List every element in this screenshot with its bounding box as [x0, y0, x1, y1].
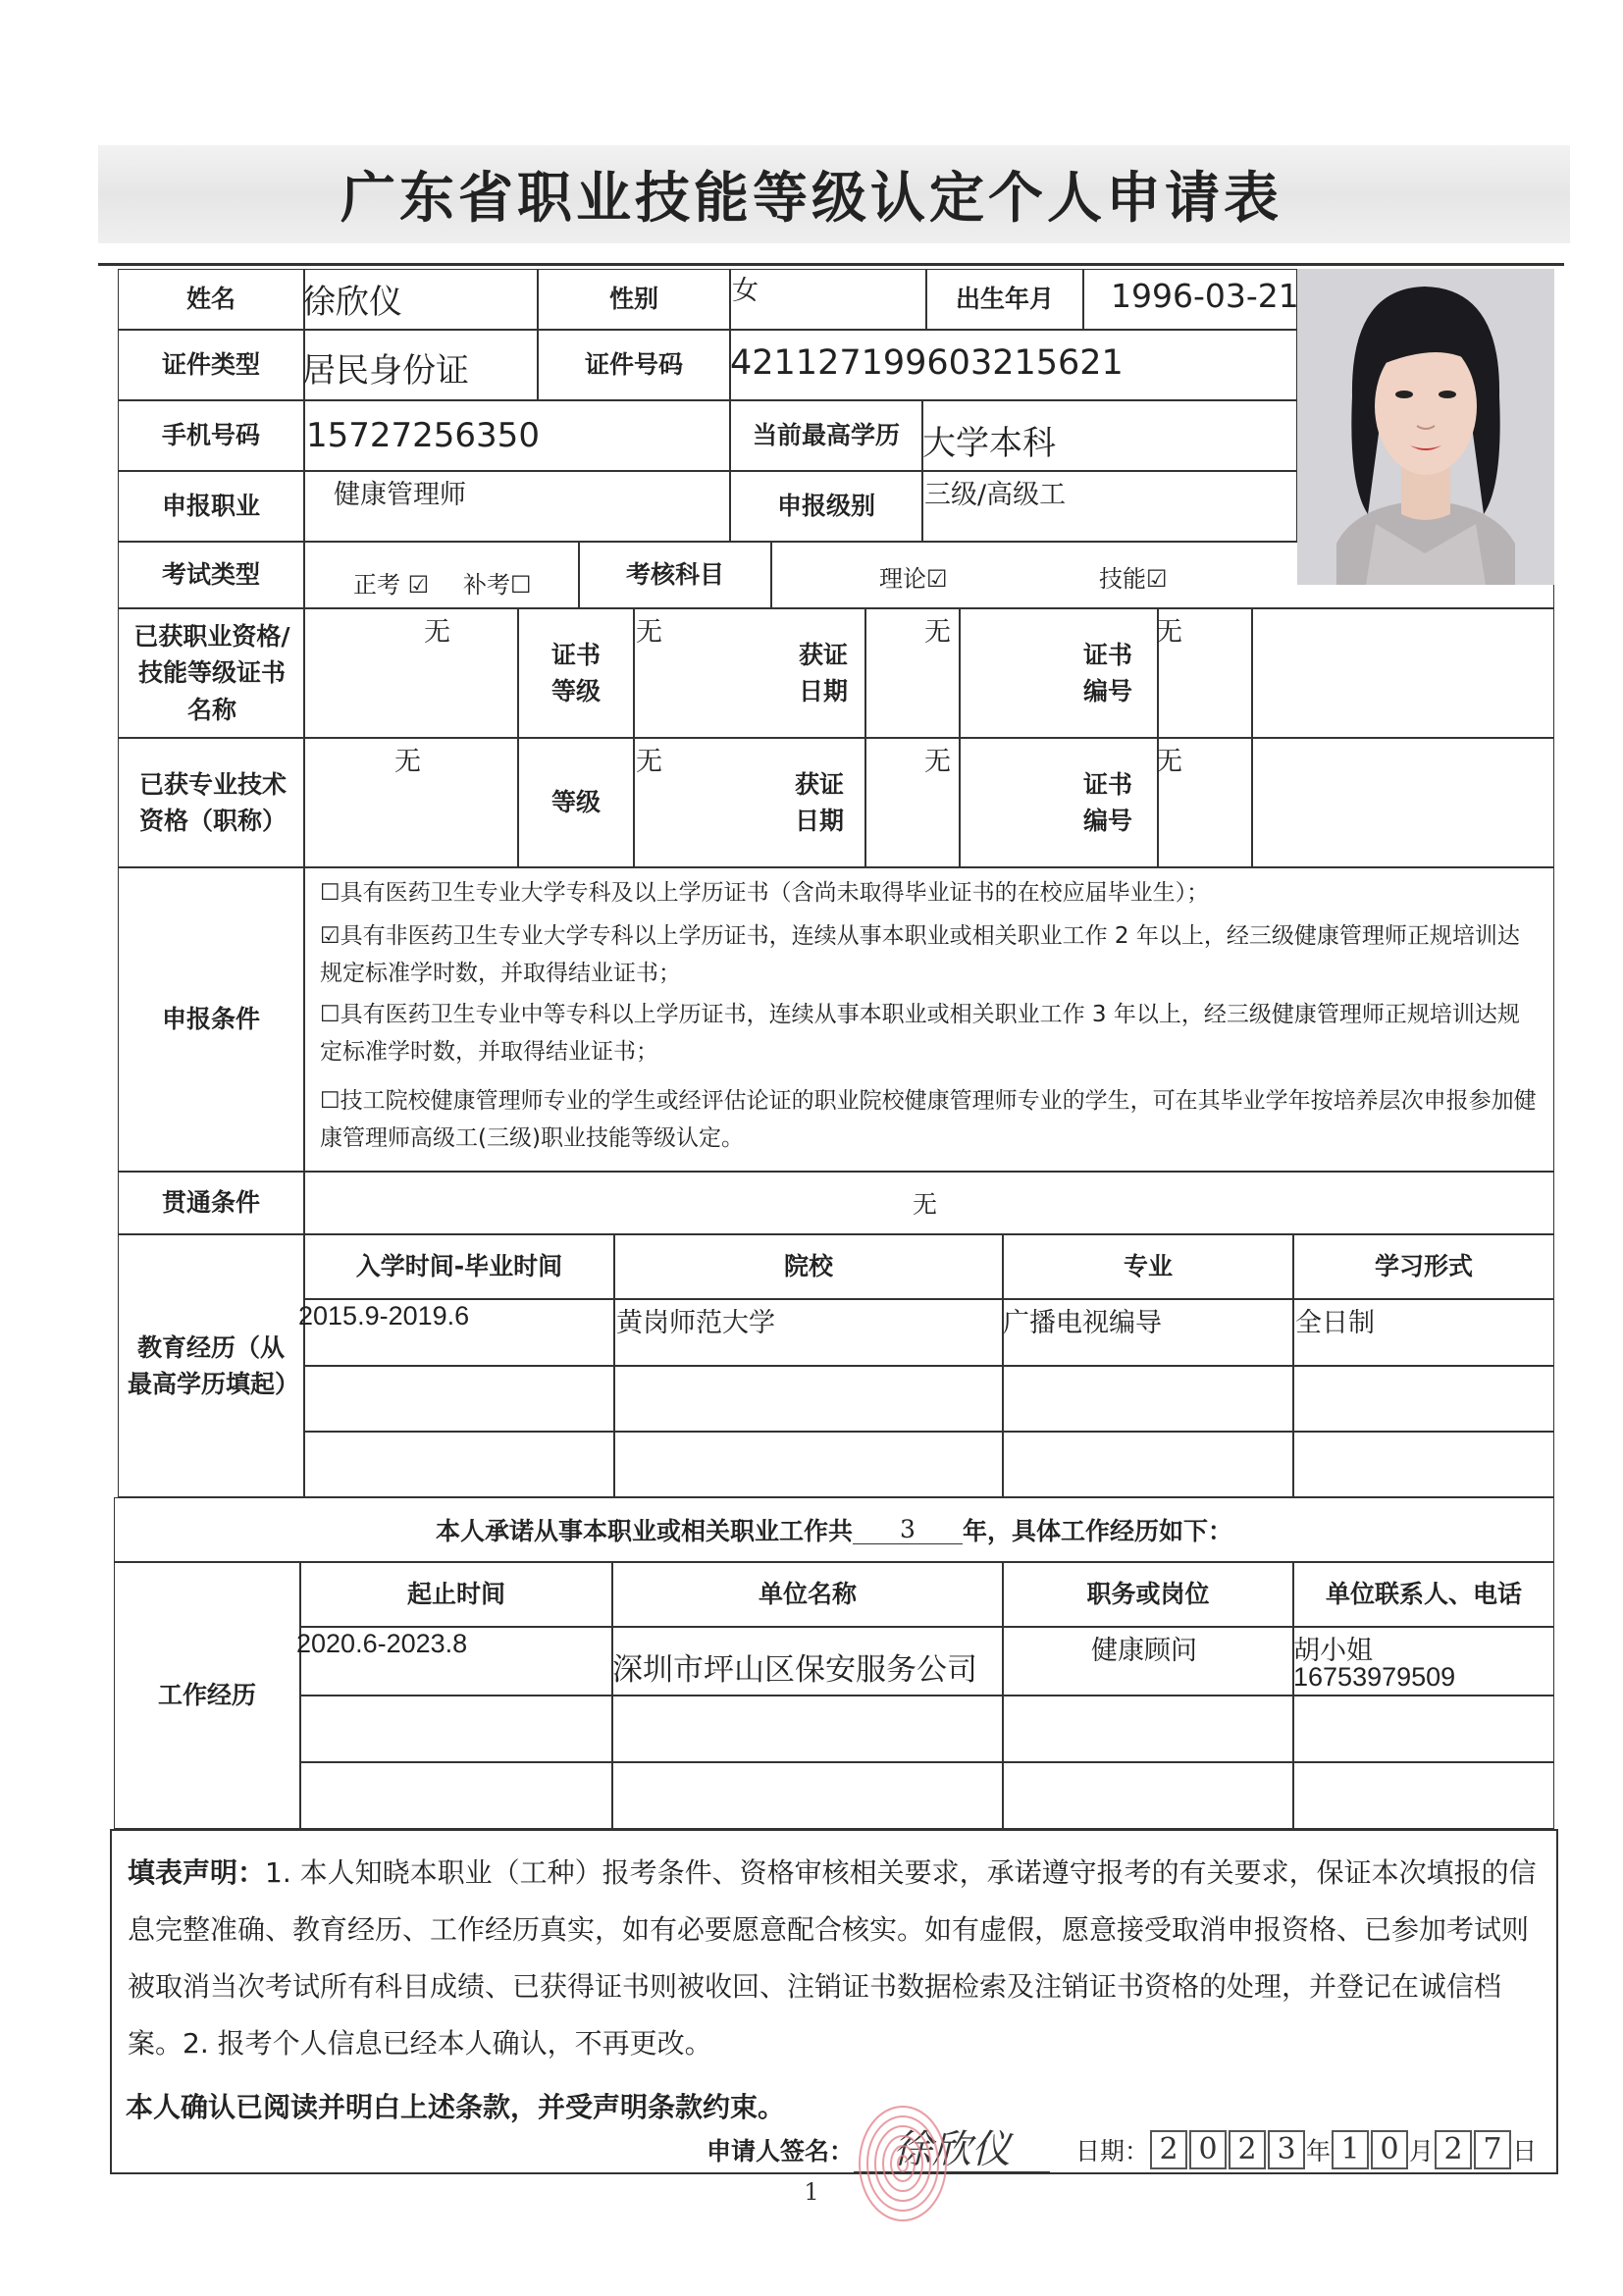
id-type-value: 居民身份证: [302, 351, 469, 391]
birth-value: 1996-03-21: [1111, 277, 1299, 315]
education-value: 大学本科: [922, 424, 1056, 463]
label-work-history: 工作经历: [157, 1681, 256, 1710]
date-box: 3: [1268, 2130, 1305, 2169]
label-id-no: 证件号码: [584, 350, 683, 380]
label-occupation: 申报职业: [161, 492, 260, 521]
exam-makeup-checkbox[interactable]: 补考☐: [463, 571, 532, 599]
condition-item[interactable]: ☐具有医药卫生专业大学专科及以上学历证书（含尚未取得毕业证书的在校应届毕业生）；: [320, 880, 1210, 906]
condition-item[interactable]: ☐技工院校健康管理师专业的学生或经评估论证的职业院校健康管理师专业的学生，可在其毕业学年按培养层次申报参加健康管理师高级工(三级)职业技能等级认定。: [320, 1088, 1537, 1151]
work-header: 单位名称: [758, 1580, 857, 1609]
cell: [614, 1432, 1003, 1497]
cell: [612, 1696, 1003, 1762]
through-value: 无: [913, 1190, 938, 1219]
cell: [304, 542, 579, 608]
cell: [1003, 1432, 1293, 1497]
work-position: 健康顾问: [1091, 1636, 1197, 1666]
cert-qual-level-value: 无: [636, 617, 662, 648]
label-id-type: 证件类型: [161, 350, 260, 380]
label-birth: 出生年月: [955, 285, 1054, 314]
cell: [1293, 1762, 1554, 1829]
edu-major: 广播电视编导: [1003, 1308, 1162, 1338]
cert-qual-date-value: 无: [924, 617, 951, 648]
exam-regular-checkbox[interactable]: 正考 ☑: [353, 571, 430, 599]
phone-value: 15727256350: [306, 416, 540, 455]
name-value: 徐欣仪: [302, 283, 402, 322]
label-date2: 获证日期: [794, 769, 844, 835]
cell: [1252, 608, 1554, 738]
commit-prefix: 本人承诺从事本职业或相关职业工作共: [435, 1517, 853, 1545]
label-exam-subject: 考核科目: [625, 560, 724, 590]
page-number: 1: [804, 2178, 819, 2206]
condition-item[interactable]: ☑具有非医药卫生专业大学专科以上学历证书，连续从事本职业或相关职业工作 2 年以上，经三级健康管理师正规培训达规定标准学时数，并取得结业证书；: [320, 923, 1520, 986]
label-cert-level: 证书等级: [550, 640, 601, 705]
declaration-text: [128, 1845, 1541, 2072]
label-phone: 手机号码: [161, 421, 260, 450]
label-gender: 性别: [608, 285, 658, 314]
edu-period: 2015.9-2019.6: [298, 1301, 470, 1331]
label-cert-date: 获证日期: [798, 640, 848, 705]
cell: [1293, 1696, 1554, 1762]
label-cert-no: 证书编号: [1082, 640, 1132, 705]
cell: [300, 1762, 612, 1829]
commit-suffix: 年，具体工作经历如下：: [963, 1517, 1233, 1545]
sign-label: 申请人签名：: [707, 2137, 855, 2166]
label-edu-history: 教育经历（从最高学历填起）: [128, 1332, 300, 1398]
declaration-confirm: 本人确认已阅读并明白上述条款，并受声明条款约束。: [126, 2091, 786, 2123]
date-box: 0: [1371, 2130, 1408, 2169]
signature: 徐欣仪: [854, 2128, 1050, 2172]
cert-qual-name-value: 无: [424, 617, 450, 648]
prof-date-value: 无: [924, 747, 951, 777]
edu-header: 入学时间-毕业时间: [355, 1252, 563, 1281]
label-education: 当前最高学历: [752, 421, 900, 450]
fingerprint-stamp: [854, 2100, 952, 2227]
date-box: 0: [1189, 2130, 1227, 2169]
label-name: 姓名: [185, 285, 236, 314]
work-header: 职务或岗位: [1086, 1580, 1210, 1609]
cell: [612, 1762, 1003, 1829]
cell: [614, 1366, 1003, 1432]
level-value: 三级/高级工: [924, 480, 1067, 510]
date-label: 日期：: [1075, 2137, 1150, 2166]
work-contact-phone: 16753979509: [1293, 1662, 1456, 1692]
edu-header: 院校: [783, 1252, 833, 1281]
signature-row: [707, 2127, 1537, 2172]
declaration-lead: 填表声明：: [128, 1856, 266, 1889]
applicant-photo: [1297, 269, 1554, 585]
id-no-value: 421127199603215621: [730, 343, 1124, 383]
cell: [1003, 1696, 1293, 1762]
cell: [300, 1696, 612, 1762]
cell: [1003, 1366, 1293, 1432]
label-prof-title: 已获专业技术资格（职称）: [138, 769, 287, 835]
label-through: 贯通条件: [161, 1188, 260, 1218]
exam-skill-checkbox[interactable]: 技能☑: [1099, 565, 1168, 593]
commit-years: 3: [853, 1515, 963, 1544]
label-conditions: 申报条件: [161, 1005, 260, 1034]
edu-header: 专业: [1123, 1252, 1173, 1281]
title-rule: [98, 263, 1564, 266]
day-unit: 日: [1512, 2137, 1538, 2166]
declaration-body: 1. 本人知晓本职业（工种）报考条件、资格审核相关要求，承诺遵守报考的有关要求，保证本次填报的信息完整准确、教育经历、工作经历真实，如有必要愿意配合核实。如有虚假，愿意接受取消申报资格、已参加考试则被取消当次考试所有科目成绩、已获得证书则被收回、注销证书数据检索及注销证书资格的处理，并登记在诚信档案。2. 报考个人信息已经本人确认，不再更改。: [128, 1856, 1537, 2060]
prof-name-value: 无: [394, 747, 421, 777]
cell: [304, 608, 518, 738]
cell: [1293, 1432, 1554, 1497]
work-header: 起止时间: [406, 1580, 505, 1609]
page-title: 广东省职业技能等级认定个人申请表: [340, 167, 1283, 231]
cell: [1003, 1762, 1293, 1829]
label-cert-qual: 已获职业资格/技能等级证书名称: [133, 621, 290, 724]
date-box: 7: [1474, 2130, 1511, 2169]
year-unit: 年: [1306, 2137, 1332, 2166]
prof-level-value: 无: [636, 747, 662, 777]
edu-school: 黄岗师范大学: [616, 1308, 775, 1338]
work-header: 单位联系人、电话: [1325, 1580, 1522, 1609]
gender-value: 女: [732, 276, 759, 306]
occupation-value: 健康管理师: [334, 480, 466, 510]
edu-form: 全日制: [1295, 1308, 1375, 1338]
label-exam-type: 考试类型: [161, 560, 260, 590]
label-no2: 证书编号: [1082, 769, 1132, 835]
cert-qual-no-value: 无: [1156, 617, 1182, 648]
work-period: 2020.6-2023.8: [296, 1629, 468, 1658]
date-box: 1: [1332, 2130, 1369, 2169]
cell: [1293, 1366, 1554, 1432]
month-unit: 月: [1409, 2137, 1435, 2166]
commit-line: [114, 1497, 1554, 1562]
label-level: 申报级别: [776, 492, 875, 521]
date-box: 2: [1150, 2130, 1187, 2169]
edu-header: 学习形式: [1374, 1252, 1473, 1281]
exam-theory-checkbox[interactable]: 理论☑: [879, 565, 948, 593]
work-company: 深圳市坪山区保安服务公司: [612, 1652, 977, 1688]
work-contact-name: 胡小姐: [1293, 1636, 1373, 1666]
cell: [304, 1366, 614, 1432]
cell: [304, 1432, 614, 1497]
condition-item[interactable]: ☐具有医药卫生专业中等专科以上学历证书，连续从事本职业或相关职业工作 3 年以上，经三级健康管理师正规培训达规定标准学时数，并取得结业证书；: [320, 1002, 1520, 1065]
cell: [1252, 738, 1554, 867]
prof-no-value: 无: [1156, 747, 1182, 777]
date-box: 2: [1229, 2130, 1266, 2169]
cell: [730, 269, 926, 330]
date-box: 2: [1435, 2130, 1472, 2169]
label-level2: 等级: [550, 788, 601, 817]
